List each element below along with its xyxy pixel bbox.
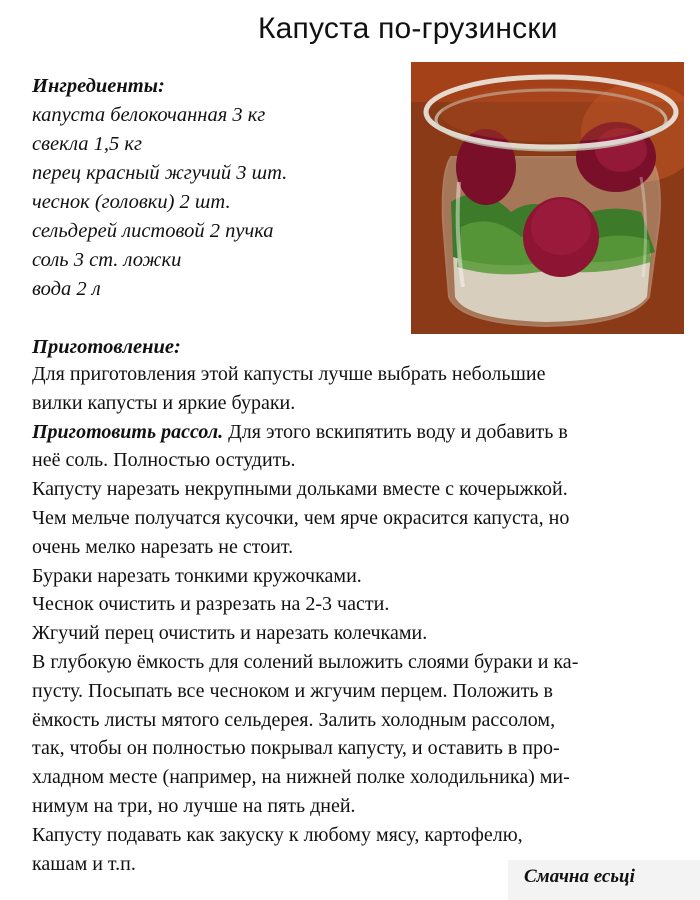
text-line: так, чтобы он полностью покрывал капусту, и оставить в про- — [32, 737, 560, 760]
preparation-heading: Приготовление: — [32, 336, 181, 358]
ingredient-item: свекла 1,5 кг — [32, 133, 142, 155]
jar-illustration — [411, 62, 684, 334]
text-line: Чеснок очистить и разрезать на 2-3 части. — [32, 593, 390, 616]
text-line: В глубокую ёмкость для солений выложить слоями бураки и ка- — [32, 650, 579, 673]
preparation-text — [32, 360, 677, 878]
brine-heading: Приготовить рассол. — [32, 420, 224, 443]
text-line: очень мелко нарезать не стоит. — [32, 535, 294, 558]
ingredient-item: сельдерей листовой 2 пучка — [32, 220, 274, 242]
ingredient-item: соль 3 ст. ложки — [32, 249, 182, 271]
brine-text: Для этого вскипятить воду и добавить в — [223, 420, 568, 443]
text-line: Для приготовления этой капусты лучше выбрать небольшие — [32, 363, 546, 385]
ingredients-heading: Ингредиенты: — [32, 75, 165, 97]
text-line: пусту. Посыпать все чесноком и жгучим перцем. Положить в — [32, 679, 553, 702]
text-line: Чем мельче получатся кусочки, чем ярче окрасится капуста, но — [32, 506, 570, 529]
ingredient-item: чеснок (головки) 2 шт. — [32, 191, 231, 213]
text-line — [32, 418, 677, 447]
ingredient-item: капуста белокочанная 3 кг — [32, 104, 266, 126]
pickled-cabbage-jar-photo — [411, 62, 684, 334]
text-line: вилки капусты и яркие бураки. — [32, 391, 296, 414]
ingredient-item: вода 2 л — [32, 278, 101, 300]
recipe-title: Капуста по-грузински — [258, 12, 558, 45]
text-line: Бураки нарезать тонкими кружочками. — [32, 564, 362, 587]
text-line: Капусту нарезать некрупными дольками вместе с кочерыжкой. — [32, 478, 568, 501]
signature: Смачна есьці — [508, 860, 700, 900]
text-line: Капусту подавать как закуску к любому мясу, картофелю, — [32, 823, 523, 846]
text-line: хладном месте (например, на нижней полке холодильника) ми- — [32, 766, 570, 789]
text-line: кашам и т.п. — [32, 852, 136, 875]
text-line: ёмкость листы мятого сельдерея. Залить холодным рассолом, — [32, 708, 556, 731]
text-line: неё соль. Полностью остудить. — [32, 449, 296, 472]
text-line: Жгучий перец очистить и нарезать колечками. — [32, 622, 428, 645]
text-line: нимум на три, но лучше на пять дней. — [32, 794, 356, 817]
ingredients-section — [32, 72, 402, 304]
ingredient-item: перец красный жгучий 3 шт. — [32, 162, 288, 184]
